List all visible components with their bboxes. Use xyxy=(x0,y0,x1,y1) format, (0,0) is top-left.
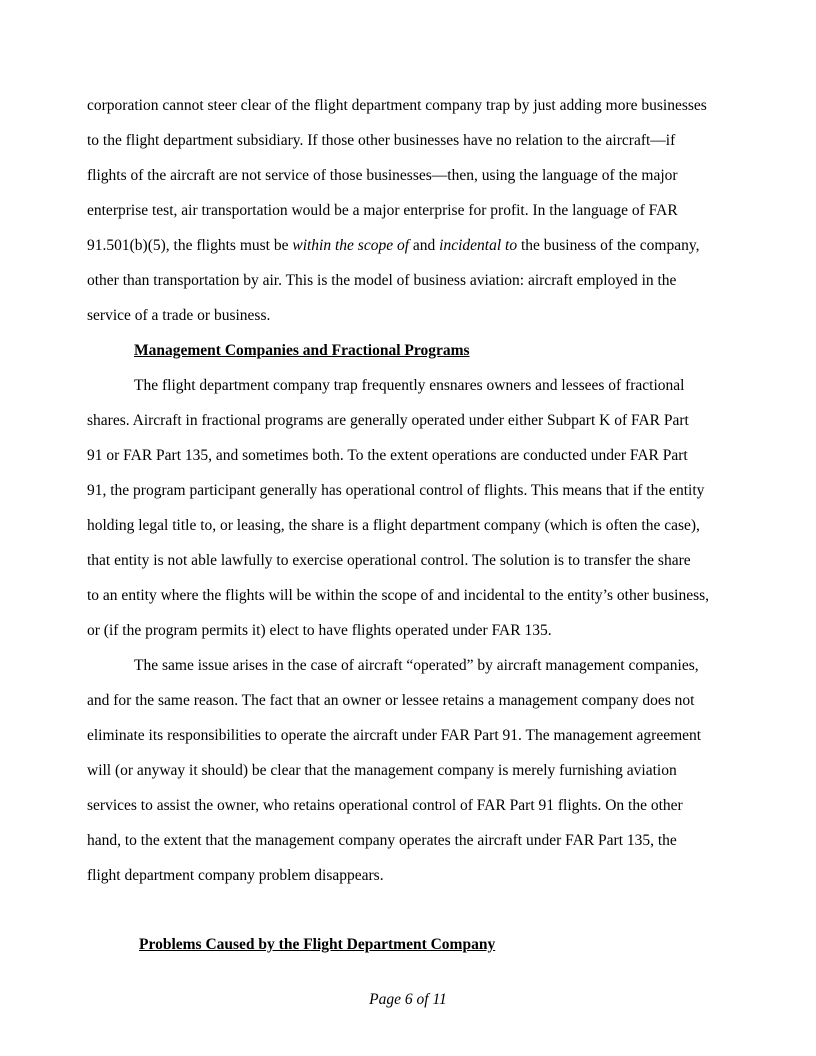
paragraph-line: enterprise test, air transportation would be a major enterprise for profit. In the language of FAR xyxy=(87,202,678,219)
paragraph-line xyxy=(87,236,699,256)
paragraph-line: to the flight department subsidiary. If those other businesses have no relation to the aircraft—if xyxy=(87,132,676,149)
paragraph-line: will (or anyway it should) be clear that the management company is merely furnishing aviation xyxy=(87,762,677,779)
paragraph-line: flight department company problem disappears. xyxy=(87,867,384,884)
italic-text-run: within the scope of xyxy=(292,237,410,254)
paragraph-line: hand, to the extent that the management company operates the aircraft under FAR Part 135, the xyxy=(87,832,677,849)
paragraph-line: other than transportation by air. This is the model of business aviation: aircraft employed in the xyxy=(87,272,677,289)
paragraph-line: eliminate its responsibilities to operate the aircraft under FAR Part 91. The management agreement xyxy=(87,727,702,744)
paragraph-line: and for the same reason. The fact that an owner or lessee retains a management company does not xyxy=(87,692,695,709)
text-run: and xyxy=(409,237,440,254)
paragraph-line: services to assist the owner, who retains operational control of FAR Part 91 flights. On the other xyxy=(87,797,683,814)
paragraph-line: to an entity where the flights will be within the scope of and incidental to the entity’s other business, xyxy=(87,587,710,604)
paragraph-line: holding legal title to, or leasing, the share is a flight department company (which is often the case), xyxy=(87,517,700,534)
italic-text-run: incidental to xyxy=(439,237,518,254)
section-heading: Management Companies and Fractional Programs xyxy=(134,342,470,359)
paragraph-line: flights of the aircraft are not service of those businesses—then, using the language of the major xyxy=(87,167,678,184)
text-run: 91.501(b)(5), the flights must be xyxy=(87,237,293,254)
paragraph-line: The flight department company trap frequently ensnares owners and lessees of fractional xyxy=(134,377,685,394)
paragraph-line: shares. Aircraft in fractional programs are generally operated under either Subpart K of FAR Part xyxy=(87,412,689,429)
text-run: the business of the company, xyxy=(517,237,700,254)
paragraph-line: corporation cannot steer clear of the flight department company trap by just adding more businesses xyxy=(87,97,707,114)
paragraph-line: 91, the program participant generally has operational control of flights. This means that if the entity xyxy=(87,482,705,499)
paragraph-line: The same issue arises in the case of aircraft “operated” by aircraft management companies, xyxy=(134,657,699,674)
paragraph-line: 91 or FAR Part 135, and sometimes both. To the extent operations are conducted under FAR Part xyxy=(87,447,688,464)
paragraph-line: service of a trade or business. xyxy=(87,307,271,324)
paragraph-line: that entity is not able lawfully to exercise operational control. The solution is to transfer the share xyxy=(87,552,691,569)
page-footer: Page 6 of 11 xyxy=(369,991,447,1008)
paragraph-line: or (if the program permits it) elect to have flights operated under FAR 135. xyxy=(87,622,552,639)
section-heading: Problems Caused by the Flight Department Company xyxy=(139,936,496,953)
